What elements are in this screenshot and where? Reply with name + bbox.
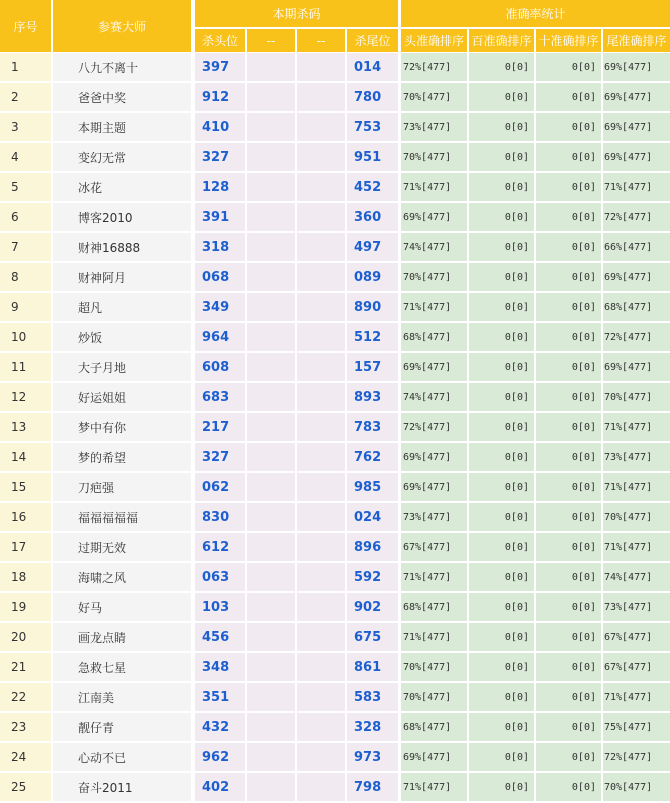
row-index: 8 [0,263,51,292]
stat-head: 70%[477] [401,653,467,682]
table-row [0,563,670,593]
row-index: 1 [0,53,51,82]
blank-cell [247,353,295,382]
blank-cell [297,743,345,772]
stat-ten: 0[0] [536,503,601,532]
stat-head: 72%[477] [401,413,467,442]
blank-cell [297,473,345,502]
kill-head-code: 964 [195,323,245,352]
master-name: 过期无效 [53,533,191,562]
kill-tail-code: 089 [347,263,398,292]
table-row [0,323,670,353]
table-row [0,623,670,653]
master-name: 梦中有你 [53,413,191,442]
stat-tail: 74%[477] [603,563,670,592]
stat-hundred: 0[0] [469,623,534,652]
stat-hundred: 0[0] [469,503,534,532]
row-index: 9 [0,293,51,322]
master-name: 变幻无常 [53,143,191,172]
blank-cell [297,173,345,202]
stat-hundred: 0[0] [469,413,534,442]
stat-tail: 69%[477] [603,263,670,292]
stat-ten: 0[0] [536,263,601,292]
table-row [0,473,670,503]
blank-cell [247,623,295,652]
stat-head: 72%[477] [401,53,467,82]
kill-tail-code: 973 [347,743,398,772]
kill-tail-code: 157 [347,353,398,382]
kill-head-code: 456 [195,623,245,652]
stat-head: 70%[477] [401,143,467,172]
kill-head-code: 612 [195,533,245,562]
stat-ten: 0[0] [536,563,601,592]
table-row [0,203,670,233]
stat-hundred: 0[0] [469,203,534,232]
stat-ten: 0[0] [536,713,601,742]
blank-cell [297,83,345,112]
stat-ten: 0[0] [536,53,601,82]
row-index: 10 [0,323,51,352]
stat-ten: 0[0] [536,593,601,622]
row-index: 17 [0,533,51,562]
stat-ten: 0[0] [536,743,601,772]
kill-tail-code: 452 [347,173,398,202]
header-kill-head: 杀头位 [195,29,245,52]
stat-tail: 72%[477] [603,323,670,352]
kill-head-code: 327 [195,143,245,172]
master-name: 财神阿月 [53,263,191,292]
stat-tail: 67%[477] [603,623,670,652]
row-index: 11 [0,353,51,382]
table-row [0,293,670,323]
kill-tail-code: 783 [347,413,398,442]
blank-cell [297,773,345,802]
stat-tail: 72%[477] [603,743,670,772]
blank-cell [247,113,295,142]
blank-cell [247,533,295,562]
master-name: 爸爸中奖 [53,83,191,112]
row-index: 3 [0,113,51,142]
blank-cell [297,383,345,412]
kill-tail-code: 985 [347,473,398,502]
header-index: 序号 [0,0,51,52]
stat-tail: 75%[477] [603,713,670,742]
kill-head-code: 683 [195,383,245,412]
stat-head: 71%[477] [401,623,467,652]
kill-tail-code: 328 [347,713,398,742]
stat-ten: 0[0] [536,323,601,352]
stat-ten: 0[0] [536,143,601,172]
stat-hundred: 0[0] [469,173,534,202]
blank-cell [247,443,295,472]
row-index: 4 [0,143,51,172]
blank-cell [297,263,345,292]
kill-tail-code: 583 [347,683,398,712]
row-index: 14 [0,443,51,472]
stat-head: 70%[477] [401,263,467,292]
master-name: 本期主题 [53,113,191,142]
table-row [0,773,670,803]
kill-head-code: 962 [195,743,245,772]
kill-head-code: 351 [195,683,245,712]
kill-tail-code: 890 [347,293,398,322]
blank-cell [297,533,345,562]
row-index: 6 [0,203,51,232]
table-row [0,743,670,773]
master-name: 八九不离十 [53,53,191,82]
table-row [0,443,670,473]
header-stat-tail: 尾准确排序 [603,29,670,52]
stat-tail: 73%[477] [603,593,670,622]
table-row [0,503,670,533]
table-row [0,83,670,113]
row-index: 23 [0,713,51,742]
kill-tail-code: 780 [347,83,398,112]
row-index: 25 [0,773,51,802]
kill-head-code: 327 [195,443,245,472]
kill-tail-code: 592 [347,563,398,592]
stat-hundred: 0[0] [469,83,534,112]
kill-tail-code: 753 [347,113,398,142]
kill-head-code: 402 [195,773,245,802]
blank-cell [297,413,345,442]
blank-cell [247,83,295,112]
blank-cell [297,653,345,682]
master-name: 好马 [53,593,191,622]
header-stats-group: 准确率统计 [401,0,670,27]
kill-tail-code: 497 [347,233,398,262]
kill-tail-code: 893 [347,383,398,412]
kill-tail-code: 762 [347,443,398,472]
stat-hundred: 0[0] [469,293,534,322]
kill-head-code: 063 [195,563,245,592]
stat-ten: 0[0] [536,683,601,712]
table-row [0,353,670,383]
table-row [0,383,670,413]
header-kill-group: 本期杀码 [195,0,398,27]
master-name: 财神16888 [53,233,191,262]
stat-ten: 0[0] [536,443,601,472]
kill-head-code: 068 [195,263,245,292]
kill-tail-code: 014 [347,53,398,82]
stat-hundred: 0[0] [469,533,534,562]
blank-cell [247,713,295,742]
blank-cell [247,563,295,592]
stat-head: 69%[477] [401,473,467,502]
stat-head: 74%[477] [401,383,467,412]
table-row [0,653,670,683]
stat-tail: 70%[477] [603,383,670,412]
stat-tail: 69%[477] [603,143,670,172]
stat-head: 71%[477] [401,173,467,202]
blank-cell [247,383,295,412]
stat-hundred: 0[0] [469,773,534,802]
stat-ten: 0[0] [536,353,601,382]
blank-cell [297,563,345,592]
table-row [0,263,670,293]
kill-head-code: 318 [195,233,245,262]
kill-head-code: 608 [195,353,245,382]
master-name: 大子月地 [53,353,191,382]
master-name: 奋斗2011 [53,773,191,802]
row-index: 24 [0,743,51,772]
row-index: 19 [0,593,51,622]
stat-hundred: 0[0] [469,443,534,472]
kill-head-code: 830 [195,503,245,532]
blank-cell [247,263,295,292]
blank-cell [297,293,345,322]
stat-tail: 68%[477] [603,293,670,322]
stat-head: 69%[477] [401,443,467,472]
stat-head: 69%[477] [401,203,467,232]
master-name: 炒饭 [53,323,191,352]
header-stat-ten: 十准确排序 [536,29,601,52]
kill-head-code: 410 [195,113,245,142]
kill-tail-code: 675 [347,623,398,652]
kill-head-code: 391 [195,203,245,232]
stat-head: 70%[477] [401,683,467,712]
blank-cell [247,653,295,682]
kill-head-code: 397 [195,53,245,82]
kill-head-code: 062 [195,473,245,502]
kill-head-code: 432 [195,713,245,742]
row-index: 16 [0,503,51,532]
kill-tail-code: 024 [347,503,398,532]
stat-ten: 0[0] [536,773,601,802]
stat-tail: 71%[477] [603,473,670,502]
row-index: 7 [0,233,51,262]
row-index: 13 [0,413,51,442]
stat-head: 74%[477] [401,233,467,262]
stat-hundred: 0[0] [469,713,534,742]
master-name: 好运姐姐 [53,383,191,412]
master-name: 刀疤强 [53,473,191,502]
stat-tail: 71%[477] [603,683,670,712]
kill-head-code: 348 [195,653,245,682]
stat-ten: 0[0] [536,623,601,652]
stat-head: 69%[477] [401,353,467,382]
blank-cell [247,773,295,802]
row-index: 20 [0,623,51,652]
stat-tail: 69%[477] [603,53,670,82]
blank-cell [247,593,295,622]
blank-cell [247,293,295,322]
table-row [0,53,670,83]
kill-tail-code: 951 [347,143,398,172]
stat-ten: 0[0] [536,173,601,202]
blank-cell [247,233,295,262]
stat-hundred: 0[0] [469,593,534,622]
blank-cell [247,743,295,772]
stat-tail: 70%[477] [603,773,670,802]
master-name: 博客2010 [53,203,191,232]
kill-tail-code: 896 [347,533,398,562]
kill-tail-code: 902 [347,593,398,622]
stat-head: 73%[477] [401,503,467,532]
stat-hundred: 0[0] [469,323,534,352]
blank-cell [247,53,295,82]
master-name: 心动不已 [53,743,191,772]
header-blank-1: -- [247,29,295,52]
blank-cell [247,143,295,172]
stat-tail: 67%[477] [603,653,670,682]
kill-head-code: 349 [195,293,245,322]
blank-cell [247,503,295,532]
row-index: 2 [0,83,51,112]
table-row [0,413,670,443]
stat-hundred: 0[0] [469,263,534,292]
blank-cell [297,113,345,142]
header-master: 参赛大师 [53,0,191,52]
master-name: 冰花 [53,173,191,202]
stat-hundred: 0[0] [469,743,534,772]
blank-cell [247,683,295,712]
kill-head-code: 912 [195,83,245,112]
row-index: 18 [0,563,51,592]
blank-cell [297,503,345,532]
stat-head: 68%[477] [401,323,467,352]
blank-cell [297,53,345,82]
stat-ten: 0[0] [536,293,601,322]
kill-tail-code: 861 [347,653,398,682]
stat-head: 71%[477] [401,563,467,592]
master-name: 海啸之风 [53,563,191,592]
stat-tail: 69%[477] [603,113,670,142]
table-row [0,533,670,563]
kill-head-code: 128 [195,173,245,202]
kill-tail-code: 360 [347,203,398,232]
kill-head-code: 103 [195,593,245,622]
table-row [0,143,670,173]
stat-head: 73%[477] [401,113,467,142]
master-name: 江南美 [53,683,191,712]
stat-tail: 66%[477] [603,233,670,262]
kill-tail-code: 512 [347,323,398,352]
stat-tail: 73%[477] [603,443,670,472]
blank-cell [247,323,295,352]
stat-ten: 0[0] [536,653,601,682]
blank-cell [247,203,295,232]
blank-cell [297,683,345,712]
table-row [0,593,670,623]
stat-head: 71%[477] [401,773,467,802]
stat-hundred: 0[0] [469,653,534,682]
stat-tail: 69%[477] [603,83,670,112]
stat-tail: 70%[477] [603,503,670,532]
stat-head: 67%[477] [401,533,467,562]
blank-cell [247,473,295,502]
stat-hundred: 0[0] [469,683,534,712]
blank-cell [247,413,295,442]
blank-cell [297,353,345,382]
stat-ten: 0[0] [536,233,601,262]
stat-head: 68%[477] [401,713,467,742]
stat-ten: 0[0] [536,113,601,142]
blank-cell [297,143,345,172]
stat-hundred: 0[0] [469,113,534,142]
stat-ten: 0[0] [536,473,601,502]
stat-head: 68%[477] [401,593,467,622]
row-index: 5 [0,173,51,202]
stat-tail: 72%[477] [603,203,670,232]
stat-ten: 0[0] [536,203,601,232]
stat-hundred: 0[0] [469,233,534,262]
blank-cell [297,443,345,472]
stat-hundred: 0[0] [469,563,534,592]
table-row [0,113,670,143]
stat-ten: 0[0] [536,413,601,442]
stat-head: 69%[477] [401,743,467,772]
kill-tail-code: 798 [347,773,398,802]
blank-cell [297,233,345,262]
blank-cell [297,323,345,352]
blank-cell [297,203,345,232]
blank-cell [297,713,345,742]
table-row [0,233,670,263]
table-row [0,713,670,743]
table-row [0,173,670,203]
stat-hundred: 0[0] [469,383,534,412]
blank-cell [297,593,345,622]
stat-hundred: 0[0] [469,353,534,382]
stat-hundred: 0[0] [469,53,534,82]
kill-head-code: 217 [195,413,245,442]
header-blank-2: -- [297,29,345,52]
row-index: 22 [0,683,51,712]
master-name: 靓仔青 [53,713,191,742]
stat-ten: 0[0] [536,533,601,562]
stat-hundred: 0[0] [469,143,534,172]
stat-tail: 71%[477] [603,413,670,442]
stat-tail: 71%[477] [603,173,670,202]
blank-cell [297,623,345,652]
master-name: 梦的希望 [53,443,191,472]
header-stat-head: 头准确排序 [401,29,467,52]
master-name: 画龙点睛 [53,623,191,652]
row-index: 12 [0,383,51,412]
stat-hundred: 0[0] [469,473,534,502]
stat-head: 70%[477] [401,83,467,112]
row-index: 15 [0,473,51,502]
header-stat-hundred: 百准确排序 [469,29,534,52]
stat-head: 71%[477] [401,293,467,322]
blank-cell [247,173,295,202]
stat-tail: 69%[477] [603,353,670,382]
master-name: 超凡 [53,293,191,322]
table-row [0,683,670,713]
master-name: 福福福福福 [53,503,191,532]
row-index: 21 [0,653,51,682]
stat-ten: 0[0] [536,83,601,112]
stat-tail: 71%[477] [603,533,670,562]
master-name: 急救七星 [53,653,191,682]
stat-ten: 0[0] [536,383,601,412]
header-kill-tail: 杀尾位 [347,29,398,52]
